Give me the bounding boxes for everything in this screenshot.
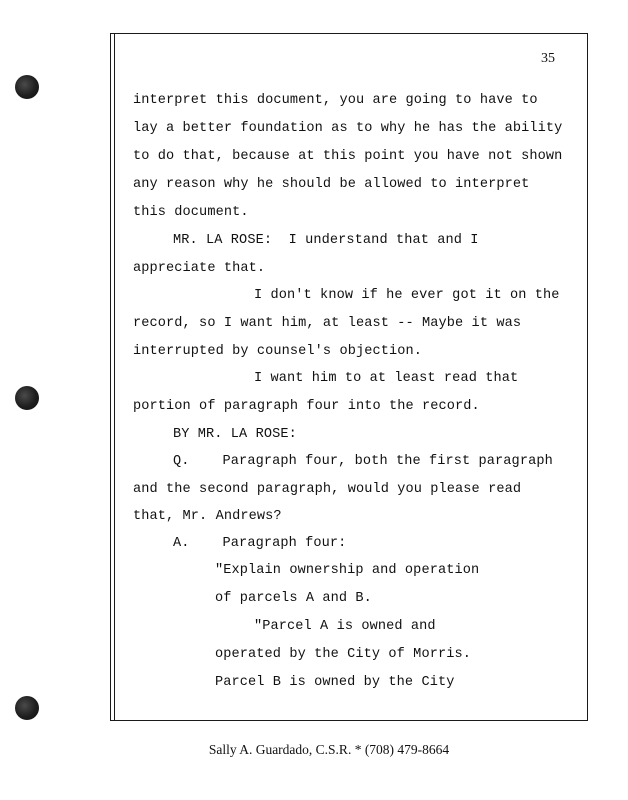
- transcript-line-11: I want him to at least read that: [254, 371, 519, 386]
- transcript-line-16: that, Mr. Andrews?: [133, 509, 282, 524]
- page-border-inner-rule: [114, 33, 115, 721]
- page-number: 35: [541, 51, 555, 66]
- transcript-line-8: I don't know if he ever got it on the: [254, 288, 560, 303]
- transcript-line-19: of parcels A and B.: [215, 591, 372, 606]
- punch-hole-bottom: [15, 696, 39, 720]
- transcript-line-18: "Explain ownership and operation: [215, 563, 480, 578]
- transcript-line-2: lay a better foundation as to why he has the ability: [133, 121, 563, 136]
- punch-hole-top: [15, 75, 39, 99]
- reporter-footer: Sally A. Guardado, C.S.R. * (708) 479-8664: [208, 742, 450, 757]
- transcript-line-9: record, so I want him, at least -- Maybe it was: [133, 316, 522, 331]
- transcript-line-22: Parcel B is owned by the City: [215, 675, 455, 690]
- transcript-line-15: and the second paragraph, would you please read: [133, 482, 522, 497]
- transcript-line-1: interpret this document, you are going to have to: [133, 93, 538, 108]
- transcript-line-4: any reason why he should be allowed to interpret: [133, 177, 530, 192]
- transcript-line-3: to do that, because at this point you have not shown: [133, 149, 563, 164]
- transcript-line-12: portion of paragraph four into the record.: [133, 399, 480, 414]
- transcript-line-20: "Parcel A is owned and: [254, 619, 436, 634]
- transcript-line-17: A. Paragraph four:: [173, 536, 347, 551]
- transcript-line-21: operated by the City of Morris.: [215, 647, 471, 662]
- transcript-line-10: interrupted by counsel's objection.: [133, 344, 423, 359]
- transcript-line-6: MR. LA ROSE: I understand that and I: [173, 233, 479, 248]
- transcript-line-7: appreciate that.: [133, 261, 266, 276]
- transcript-line-13: BY MR. LA ROSE:: [173, 427, 297, 442]
- transcript-line-14: Q. Paragraph four, both the first paragraph: [173, 454, 553, 469]
- punch-hole-middle: [15, 386, 39, 410]
- transcript-line-5: this document.: [133, 205, 249, 220]
